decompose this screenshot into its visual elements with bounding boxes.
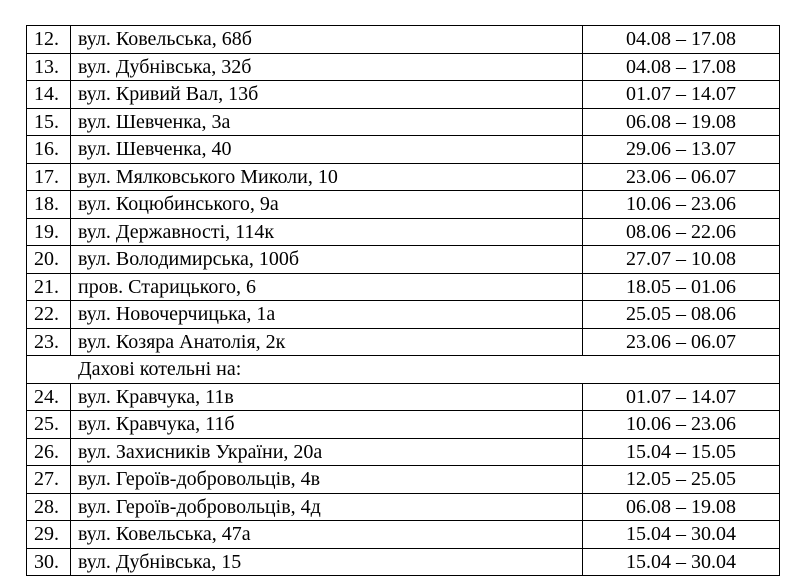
address-cell: вул. Державності, 114к [71,218,583,246]
row-number: 17. [27,163,71,191]
address-cell: вул. Шевченка, 40 [71,136,583,164]
schedule-table-body [27,26,780,576]
table-row [27,218,780,246]
address-cell: вул. Дубнівська, 32б [71,53,583,81]
date-range-cell: 12.05 – 25.05 [583,466,780,494]
table-row [27,411,780,439]
date-range-cell: 23.06 – 06.07 [583,328,780,356]
row-number: 12. [27,26,71,54]
date-range-cell: 15.04 – 30.04 [583,521,780,549]
address-cell: вул. Дубнівська, 15 [71,548,583,576]
date-range-cell: 01.07 – 14.07 [583,81,780,109]
table-row [27,81,780,109]
address-cell: вул. Ковельська, 47а [71,521,583,549]
address-cell: вул. Захисників України, 20а [71,438,583,466]
table-row [27,108,780,136]
date-range-cell: 27.07 – 10.08 [583,246,780,274]
table-row [27,301,780,329]
date-range-cell: 10.06 – 23.06 [583,191,780,219]
address-cell: вул. Коцюбинського, 9а [71,191,583,219]
address-cell: вул. Володимирська, 100б [71,246,583,274]
date-range-cell: 15.04 – 30.04 [583,548,780,576]
table-row [27,26,780,54]
row-number: 28. [27,493,71,521]
date-range-cell: 10.06 – 23.06 [583,411,780,439]
date-range-cell: 23.06 – 06.07 [583,163,780,191]
date-range-cell: 01.07 – 14.07 [583,383,780,411]
date-range-cell: 25.05 – 08.06 [583,301,780,329]
row-number: 25. [27,411,71,439]
section-row [27,356,780,384]
address-cell: вул. Шевченка, 3а [71,108,583,136]
table-row [27,493,780,521]
row-number: 16. [27,136,71,164]
address-cell: вул. Героїв-добровольців, 4в [71,466,583,494]
row-number: 20. [27,246,71,274]
table-row [27,438,780,466]
row-number: 21. [27,273,71,301]
row-number: 23. [27,328,71,356]
row-number: 19. [27,218,71,246]
address-cell: вул. Новочерчицька, 1а [71,301,583,329]
row-number: 22. [27,301,71,329]
row-number: 29. [27,521,71,549]
row-number: 26. [27,438,71,466]
row-number: 24. [27,383,71,411]
address-cell: вул. Героїв-добровольців, 4д [71,493,583,521]
date-range-cell: 06.08 – 19.08 [583,493,780,521]
table-row [27,191,780,219]
address-cell: вул. Козяра Анатолія, 2к [71,328,583,356]
table-row [27,521,780,549]
row-number: 27. [27,466,71,494]
row-number: 13. [27,53,71,81]
date-range-cell: 29.06 – 13.07 [583,136,780,164]
date-range-cell: 04.08 – 17.08 [583,53,780,81]
table-row [27,548,780,576]
table-row [27,53,780,81]
address-cell: вул. Кривий Вал, 13б [71,81,583,109]
schedule-table [26,25,780,576]
table-row [27,163,780,191]
address-cell: вул. Мялковського Миколи, 10 [71,163,583,191]
date-range-cell: 08.06 – 22.06 [583,218,780,246]
row-number: 18. [27,191,71,219]
table-row [27,273,780,301]
row-number: 30. [27,548,71,576]
row-number: 14. [27,81,71,109]
table-row [27,136,780,164]
date-range-cell: 18.05 – 01.06 [583,273,780,301]
table-row [27,466,780,494]
document-page [26,25,780,576]
address-cell: пров. Старицького, 6 [71,273,583,301]
table-row [27,246,780,274]
address-cell: вул. Кравчука, 11б [71,411,583,439]
section-heading: Дахові котельні на: [27,356,780,384]
date-range-cell: 06.08 – 19.08 [583,108,780,136]
date-range-cell: 15.04 – 15.05 [583,438,780,466]
address-cell: вул. Ковельська, 68б [71,26,583,54]
table-row [27,383,780,411]
row-number: 15. [27,108,71,136]
date-range-cell: 04.08 – 17.08 [583,26,780,54]
address-cell: вул. Кравчука, 11в [71,383,583,411]
table-row [27,328,780,356]
